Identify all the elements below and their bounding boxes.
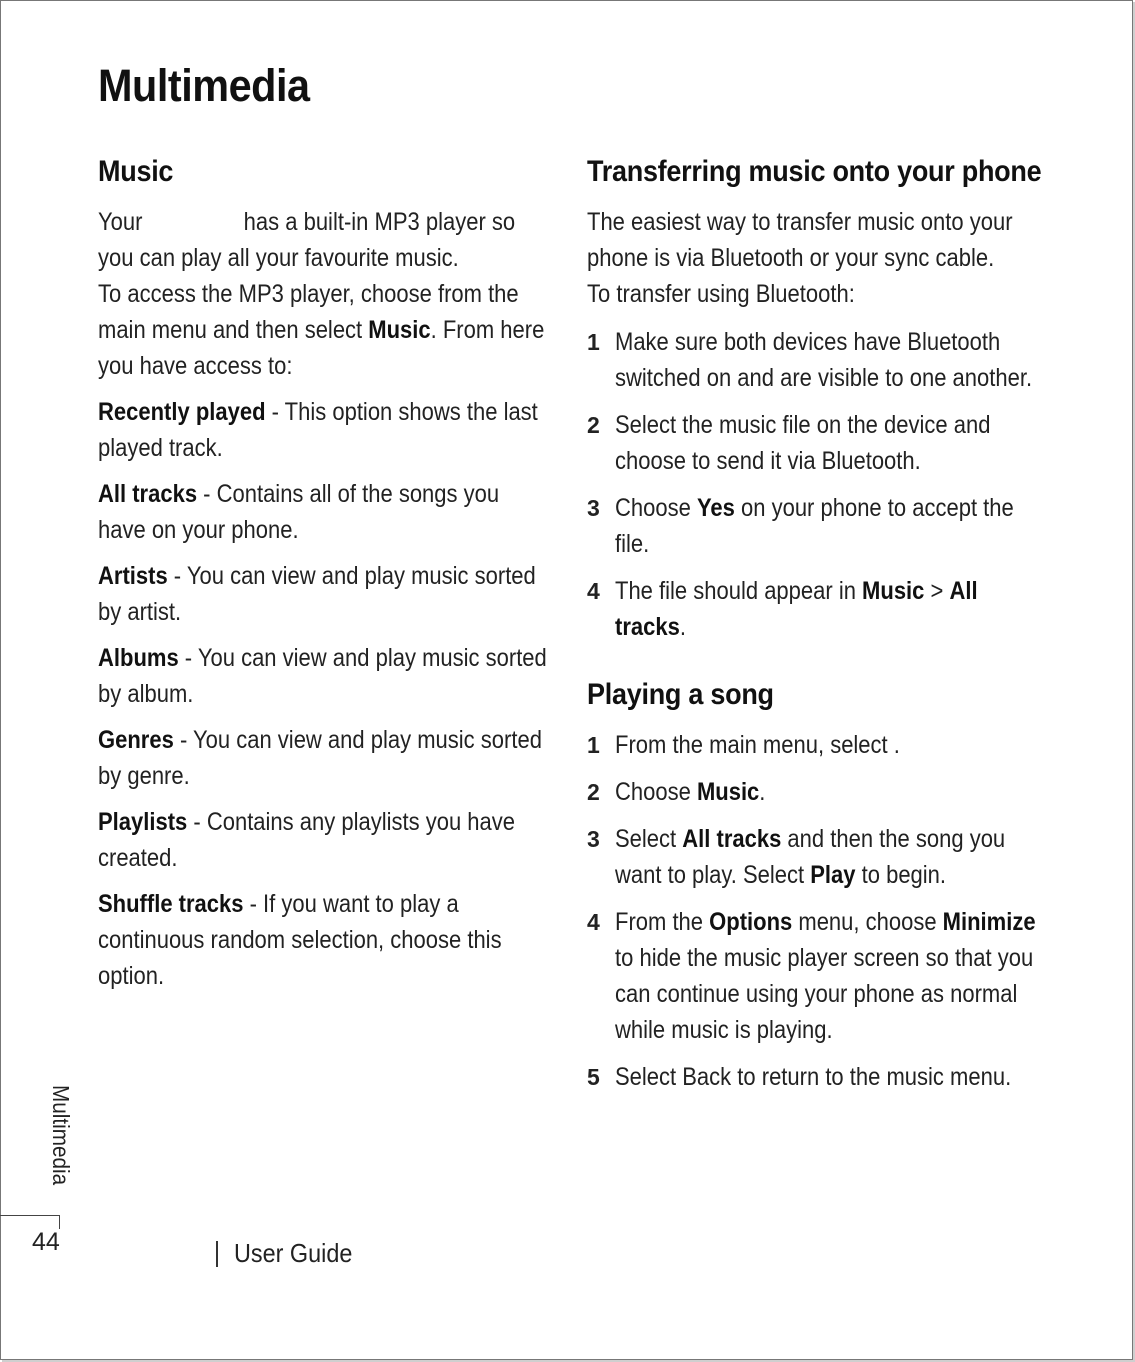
entry-term: All tracks [98, 480, 198, 508]
entry-desc: - Contains all of the songs you have on your phone. [98, 480, 500, 544]
music-entry [98, 804, 551, 876]
entry-desc: - You can view and play music sorted by genre. [98, 726, 542, 790]
intro-your: Your [98, 208, 143, 236]
playing-section [587, 673, 1047, 1095]
music-entry [98, 476, 551, 548]
music-entry [98, 886, 551, 994]
music-entry [98, 640, 551, 712]
music-intro [98, 204, 551, 384]
playing-steps [587, 727, 1047, 1095]
music-entry [98, 722, 551, 794]
list-item [587, 904, 1047, 1048]
step-number: 1 [587, 329, 600, 355]
transfer-bluetooth-text: To transfer using Bluetooth: [587, 280, 855, 308]
page-number: 44 [32, 1228, 60, 1256]
page-title: Multimedia [98, 60, 310, 111]
list-item [587, 490, 1047, 562]
step-text: The file should appear in Music > All tracks. [615, 577, 978, 641]
entry-desc: - Contains any playlists you have created. [98, 808, 516, 872]
step-number: 4 [587, 578, 600, 604]
step-number: 3 [587, 495, 600, 521]
side-divider [0, 1215, 60, 1216]
entry-term: Artists [98, 562, 168, 590]
step-text: Make sure both devices have Bluetooth switched on and are visible to one another. [615, 328, 1033, 392]
entry-term: Shuffle tracks [98, 890, 244, 918]
step-text: Select the music file on the device and choose to send it via Bluetooth. [615, 411, 991, 475]
entry-term: Genres [98, 726, 174, 754]
step-text: Select Back to return to the music menu. [615, 1063, 1012, 1091]
list-item [587, 573, 1047, 645]
list-item [587, 727, 1047, 763]
intro-music-bold: Music [368, 316, 431, 344]
side-divider-tick [59, 1215, 60, 1229]
step-text: Select All tracks and then the song you want to play. Select Play to begin. [615, 825, 1006, 889]
intro-access: To access the MP3 player, choose from the main menu and then select [98, 280, 519, 344]
list-item [587, 407, 1047, 479]
transfer-steps [587, 324, 1047, 645]
intro-mp3: has a built-in MP3 player so you can play all your favourite music. [98, 208, 516, 272]
step-text: From the main menu, select . [615, 731, 900, 759]
step-number: 5 [587, 1064, 600, 1090]
entry-desc: - This option shows the last played track. [98, 398, 538, 462]
music-section [98, 150, 558, 994]
entry-term: Albums [98, 644, 179, 672]
transfer-intro [587, 204, 1040, 312]
side-section-label: Multimedia [48, 1085, 74, 1186]
music-entry [98, 558, 551, 630]
transfer-heading: Transferring music onto your phone [587, 155, 1042, 188]
step-number: 1 [587, 732, 600, 758]
step-text: Choose Yes on your phone to accept the file. [615, 494, 1014, 558]
step-number: 2 [587, 779, 600, 805]
intro-from-here: . From here you have access to: [98, 316, 545, 380]
step-number: 2 [587, 412, 600, 438]
footer-separator [216, 1241, 218, 1267]
transfer-intro-text: The easiest way to transfer music onto your phone is via Bluetooth or your sync cable. [587, 208, 1013, 272]
list-item [587, 774, 1047, 810]
entry-desc: - You can view and play music sorted by artist. [98, 562, 536, 626]
music-entry [98, 394, 551, 466]
entry-desc: - If you want to play a continuous random selection, choose this option. [98, 890, 502, 990]
step-number: 4 [587, 909, 600, 935]
step-text: From the Options menu, choose Minimize to hide the music player screen so that you can continue using your phone as normal while music is playing. [615, 908, 1036, 1044]
entry-term: Recently played [98, 398, 266, 426]
entry-term: Playlists [98, 808, 188, 836]
step-number: 3 [587, 826, 600, 852]
list-item [587, 821, 1047, 893]
step-text: Choose Music. [615, 778, 766, 806]
list-item [587, 1059, 1047, 1095]
list-item [587, 324, 1047, 396]
entry-desc: - You can view and play music sorted by album. [98, 644, 547, 708]
playing-heading: Playing a song [587, 678, 774, 711]
music-heading: Music [98, 155, 174, 188]
footer-text: User Guide [234, 1238, 353, 1268]
transfer-section [587, 150, 1047, 1106]
